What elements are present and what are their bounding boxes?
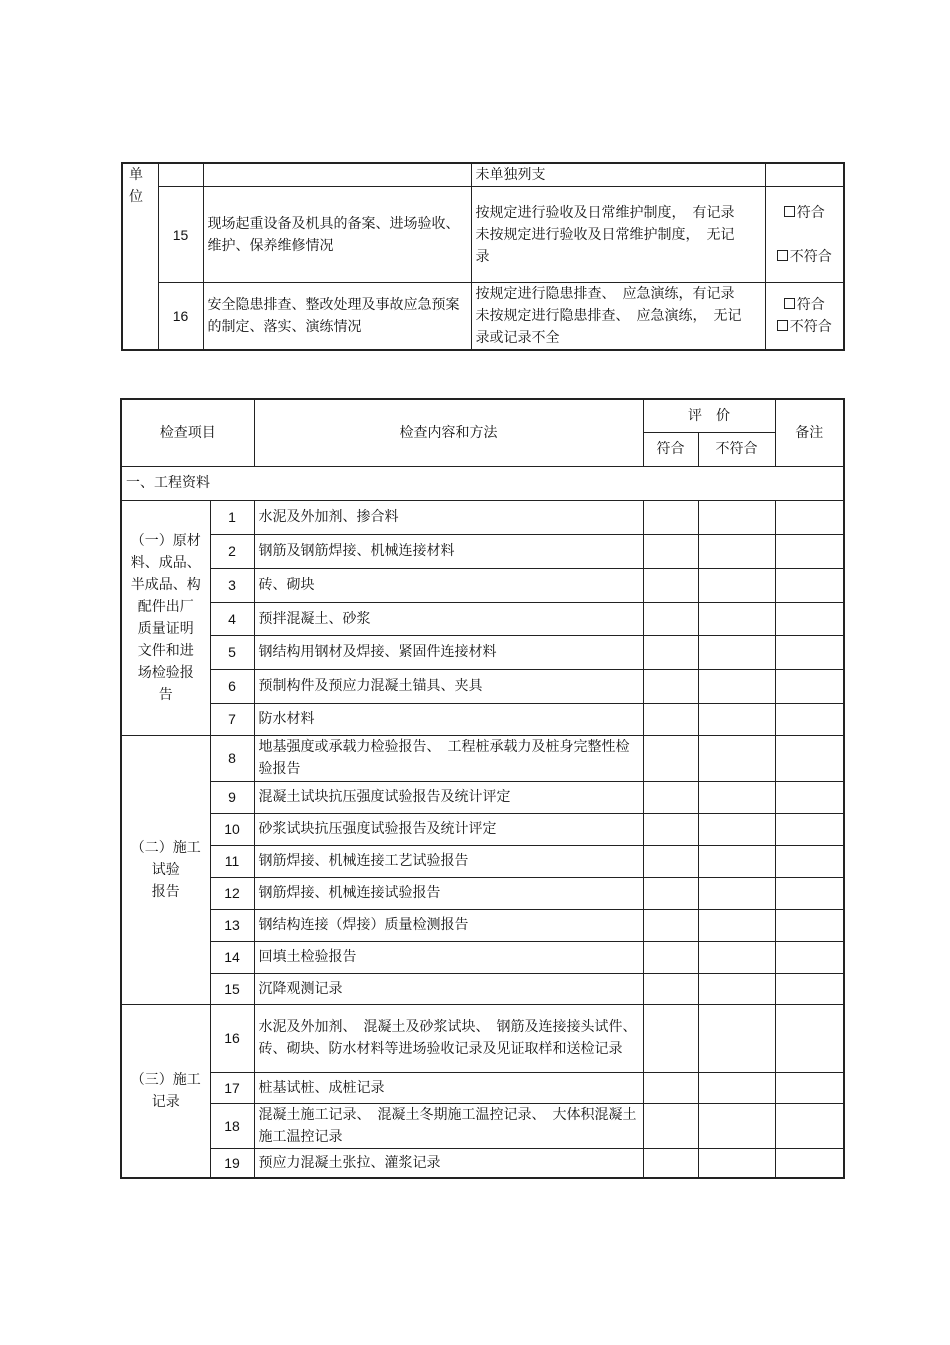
conform-cell[interactable] xyxy=(643,941,698,973)
header-remark: 备注 xyxy=(775,399,844,466)
safety-check-table xyxy=(121,162,845,351)
conform-cell[interactable] xyxy=(643,781,698,813)
group-label-line: 场检验报 xyxy=(137,664,194,681)
row-number: 1 xyxy=(210,500,254,534)
remark-cell[interactable] xyxy=(775,941,844,973)
conform-cell[interactable] xyxy=(643,735,698,781)
check-content: 防水材料 xyxy=(254,703,643,735)
check-content: 桩基试桩、成桩记录 xyxy=(254,1072,643,1103)
header-content-method: 检查内容和方法 xyxy=(254,399,643,466)
check-content: 水泥及外加剂、 混凝土及砂浆试块、 钢筋及连接接头试件、砖、砌块、防水材料等进场验收记录及见证取样和送检记录 xyxy=(254,1004,643,1072)
header-conform: 符合 xyxy=(643,432,698,466)
check-item: 安全隐患排查、整改处理及事故应急预案的制定、落实、演练情况 xyxy=(203,283,471,351)
table-row xyxy=(121,534,844,568)
row-number: 16 xyxy=(158,283,203,351)
remark-cell[interactable] xyxy=(775,909,844,941)
check-item: 现场起重设备及机具的备案、进场验收、维护、保养维修情况 xyxy=(203,187,471,283)
engineering-docs-table xyxy=(120,398,845,1179)
row-number: 7 xyxy=(210,703,254,735)
conform-cell[interactable] xyxy=(643,813,698,845)
group-label-line: 料、成品、 xyxy=(130,554,201,571)
group-label xyxy=(121,1004,210,1178)
remark-cell[interactable] xyxy=(775,973,844,1004)
result-cell xyxy=(765,187,844,283)
group-label-line: （一）原材 xyxy=(130,532,201,549)
table-row xyxy=(121,635,844,669)
criteria-line: 按规定进行隐患排查、 应急演练，有记录 xyxy=(475,286,735,302)
conform-cell[interactable] xyxy=(643,568,698,602)
remark-cell[interactable] xyxy=(775,1004,844,1072)
conform-cell[interactable] xyxy=(643,973,698,1004)
nonconform-cell[interactable] xyxy=(698,845,775,877)
empty-cell xyxy=(765,163,844,187)
unit-label-cell xyxy=(122,163,158,350)
conform-label: 符合 xyxy=(796,204,825,221)
table-row xyxy=(121,1103,844,1148)
nonconform-checkbox[interactable] xyxy=(770,316,840,338)
row-number: 10 xyxy=(210,813,254,845)
nonconform-label: 不符合 xyxy=(789,248,832,265)
table-row xyxy=(121,735,844,781)
row-number: 9 xyxy=(210,781,254,813)
nonconform-cell[interactable] xyxy=(698,941,775,973)
nonconform-cell[interactable] xyxy=(698,1004,775,1072)
conform-cell[interactable] xyxy=(643,602,698,635)
conform-checkbox[interactable] xyxy=(770,202,840,224)
remark-cell[interactable] xyxy=(775,635,844,669)
table-row xyxy=(121,1072,844,1103)
table-row xyxy=(121,703,844,735)
nonconform-cell[interactable] xyxy=(698,781,775,813)
row-number: 3 xyxy=(210,568,254,602)
nonconform-cell[interactable] xyxy=(698,1103,775,1148)
check-content: 混凝土试块抗压强度试验报告及统计评定 xyxy=(254,781,643,813)
row-number: 2 xyxy=(210,534,254,568)
row-number: 5 xyxy=(210,635,254,669)
conform-cell[interactable] xyxy=(643,845,698,877)
check-content: 混凝土施工记录、 混凝土冬期施工温控记录、 大体积混凝土施工温控记录 xyxy=(254,1103,643,1148)
empty-cell xyxy=(158,163,203,187)
table-row xyxy=(121,602,844,635)
remark-cell[interactable] xyxy=(775,1103,844,1148)
group-label-line: （二）施工 xyxy=(130,839,201,856)
criteria-cell xyxy=(471,187,765,283)
nonconform-cell[interactable] xyxy=(698,1148,775,1178)
nonconform-cell[interactable] xyxy=(698,1072,775,1103)
table-row xyxy=(121,568,844,602)
header-nonconform: 不符合 xyxy=(698,432,775,466)
remark-cell[interactable] xyxy=(775,845,844,877)
nonconform-cell[interactable] xyxy=(698,973,775,1004)
remark-cell[interactable] xyxy=(775,735,844,781)
conform-cell[interactable] xyxy=(643,534,698,568)
section-title: 一、工程资料 xyxy=(121,466,844,500)
group-label-line: 半成品、构 xyxy=(130,576,201,593)
row-number: 15 xyxy=(210,973,254,1004)
header-check-item: 检查项目 xyxy=(121,399,254,466)
remark-cell[interactable] xyxy=(775,813,844,845)
unit-char-1: 单 xyxy=(129,167,143,183)
nonconform-cell[interactable] xyxy=(698,534,775,568)
remark-cell[interactable] xyxy=(775,568,844,602)
nonconform-cell[interactable] xyxy=(698,877,775,909)
group-label-line: 质量证明 xyxy=(137,620,194,637)
remark-cell[interactable] xyxy=(775,1148,844,1178)
criteria-line: 按规定进行验收及日常维护制度， 有记录 xyxy=(475,204,735,221)
conform-label: 符合 xyxy=(796,297,825,313)
row-number: 8 xyxy=(210,735,254,781)
remark-cell[interactable] xyxy=(775,781,844,813)
conform-cell[interactable] xyxy=(643,1004,698,1072)
row-number: 6 xyxy=(210,669,254,703)
group-label-line: 报告 xyxy=(151,883,180,900)
check-content: 钢结构连接（焊接）质量检测报告 xyxy=(254,909,643,941)
nonconform-label: 不符合 xyxy=(789,319,832,335)
conform-checkbox[interactable] xyxy=(770,294,840,316)
group-label-line: （三）施工 xyxy=(130,1071,201,1088)
conform-cell[interactable] xyxy=(643,703,698,735)
remark-cell[interactable] xyxy=(775,669,844,703)
remark-cell[interactable] xyxy=(775,500,844,534)
check-content: 地基强度或承载力检验报告、 工程桩承载力及桩身完整性检验报告 xyxy=(254,735,643,781)
remark-cell[interactable] xyxy=(775,534,844,568)
check-content: 预应力混凝土张拉、灌浆记录 xyxy=(254,1148,643,1178)
conform-cell[interactable] xyxy=(643,500,698,534)
remark-cell[interactable] xyxy=(775,1072,844,1103)
table-row xyxy=(121,909,844,941)
row-number: 19 xyxy=(210,1148,254,1178)
table-row xyxy=(121,813,844,845)
conform-cell[interactable] xyxy=(643,1103,698,1148)
remark-cell[interactable] xyxy=(775,877,844,909)
check-content: 钢筋焊接、机械连接试验报告 xyxy=(254,877,643,909)
nonconform-cell[interactable] xyxy=(698,909,775,941)
group-label xyxy=(121,500,210,735)
criteria-line: 未按规定进行隐患排查、 应急演练， 无记 xyxy=(475,308,742,324)
check-content: 砂浆试块抗压强度试验报告及统计评定 xyxy=(254,813,643,845)
remark-cell[interactable] xyxy=(775,703,844,735)
empty-cell xyxy=(203,163,471,187)
check-content: 预拌混凝土、砂浆 xyxy=(254,602,643,635)
nonconform-cell[interactable] xyxy=(698,703,775,735)
conform-cell[interactable] xyxy=(643,877,698,909)
nonconform-cell[interactable] xyxy=(698,813,775,845)
conform-cell[interactable] xyxy=(643,1148,698,1178)
row-number: 13 xyxy=(210,909,254,941)
header-evaluation: 评 价 xyxy=(643,399,775,432)
table-row xyxy=(121,1004,844,1072)
table-row xyxy=(121,1148,844,1178)
conform-cell[interactable] xyxy=(643,909,698,941)
conform-cell[interactable] xyxy=(643,635,698,669)
group-label-line: 试验 xyxy=(151,861,180,878)
table-row xyxy=(121,669,844,703)
table-row xyxy=(121,941,844,973)
nonconform-cell[interactable] xyxy=(698,669,775,703)
unit-char-2: 位 xyxy=(129,189,143,205)
check-content: 钢结构用钢材及焊接、紧固件连接材料 xyxy=(254,635,643,669)
criteria-line: 录 xyxy=(475,248,490,265)
table-row xyxy=(121,781,844,813)
nonconform-cell[interactable] xyxy=(698,568,775,602)
check-content: 沉降观测记录 xyxy=(254,973,643,1004)
group-label-line: 配件出厂 xyxy=(137,598,194,615)
group-label-line: 文件和进 xyxy=(137,642,194,659)
nonconform-cell[interactable] xyxy=(698,635,775,669)
check-content: 回填土检验报告 xyxy=(254,941,643,973)
check-content: 砖、砌块 xyxy=(254,568,643,602)
row-number: 12 xyxy=(210,877,254,909)
conform-cell[interactable] xyxy=(643,1072,698,1103)
row0-note: 未单独列支 xyxy=(471,163,765,187)
check-content: 钢筋焊接、机械连接工艺试验报告 xyxy=(254,845,643,877)
table-row xyxy=(121,877,844,909)
criteria-line: 录或记录不全 xyxy=(475,330,560,346)
row-number: 4 xyxy=(210,602,254,635)
row-number: 16 xyxy=(210,1004,254,1072)
table-row xyxy=(121,500,844,534)
check-content: 水泥及外加剂、掺合料 xyxy=(254,500,643,534)
table-row xyxy=(121,845,844,877)
row-number: 18 xyxy=(210,1103,254,1148)
group-label-line: 记录 xyxy=(151,1093,180,1110)
criteria-line: 未按规定进行验收及日常维护制度， 无记 xyxy=(475,226,735,243)
nonconform-cell[interactable] xyxy=(698,500,775,534)
group-label-line: 告 xyxy=(158,686,173,703)
check-groups xyxy=(121,500,844,1178)
nonconform-cell[interactable] xyxy=(698,735,775,781)
result-cell xyxy=(765,283,844,351)
row-number: 14 xyxy=(210,941,254,973)
nonconform-checkbox[interactable] xyxy=(770,246,840,268)
nonconform-cell[interactable] xyxy=(698,602,775,635)
row-number: 15 xyxy=(158,187,203,283)
group-label xyxy=(121,735,210,1004)
remark-cell[interactable] xyxy=(775,602,844,635)
table-row xyxy=(121,973,844,1004)
row-number: 17 xyxy=(210,1072,254,1103)
conform-cell[interactable] xyxy=(643,669,698,703)
check-content: 钢筋及钢筋焊接、机械连接材料 xyxy=(254,534,643,568)
row-number: 11 xyxy=(210,845,254,877)
check-content: 预制构件及预应力混凝土锚具、夹具 xyxy=(254,669,643,703)
criteria-cell xyxy=(471,283,765,351)
